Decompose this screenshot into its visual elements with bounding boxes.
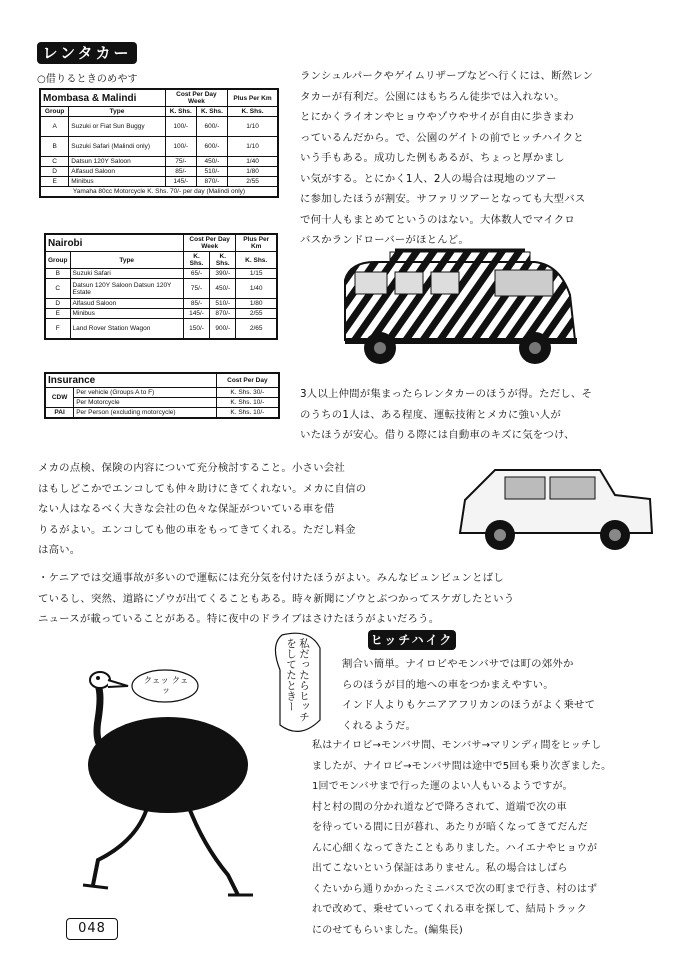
plus-header: Plus Per Km [228,89,278,107]
table-row: E Minibus 145/- 870/- 2/55 [40,177,278,187]
table-title: Nairobi [45,234,183,252]
page-number: 048 [66,918,118,940]
table-row: B Suzuki Safari 65/- 390/- 1/15 [45,269,277,279]
insurance-table [44,372,280,419]
speech-bubble-text: クェッ クェッ [143,676,189,696]
unit-header: K. Shs. [196,107,227,117]
unit-header: K. Shs. [210,252,236,269]
table-row: B Suzuki Safari (Malindi only) 100/- 600/- 1/10 [40,137,278,157]
table-row: CDW Per vehicle (Groups A to F) K. Shs. 30/- [45,388,279,398]
unit-header: K. Shs. [228,107,278,117]
vertical-note-bubble [270,630,330,740]
plus-header: Plus Per Km [236,234,277,252]
hitchhike-intro: 割合い簡単。ナイロビやモンバサでは町の郊外か らのほうが目的地への車をつかまえやすい。 インド人よりもケニアアフリカンのほうがよく乗せて くれるようだ。 [342,658,596,732]
section-title-badge: レンタカー [37,42,137,64]
group-header: Group [45,252,70,269]
table-row: Per Motorcycle K. Shs. 10/- [45,398,279,408]
table-row: PAI Per Person (excluding motorcycle) K. Shs. 10/- [45,408,279,419]
table-row: A Suzuki or Fiat Sun Buggy 100/- 600/- 1/10 [40,117,278,137]
mombasa-rate-table [39,88,279,198]
table-row: F Land Rover Station Wagon 150/- 900/- 2/65 [45,319,277,339]
table-row: C Datsun 120Y Saloon Datsun 120Y Estate 75/- 450/- 1/40 [45,279,277,299]
hitchhike-title-badge: ヒッチハイク [368,630,456,650]
body-text-full: メカの点検、保険の内容について充分検討すること。小さい会社 はもしどこかでエンコしても仲々助けにきてくれない。メカに自信の ない人はなるべく大きな会社の色々な保証がついている車を借 りるがよい。エンコしても他の車をもってきてくれる。ただし料金 は高い。 [38,462,367,556]
type-header: Type [69,107,165,117]
table-title: Insurance [45,373,216,388]
type-header: Type [70,252,183,269]
unit-header: K. Shs. [183,252,209,269]
unit-header: K. Shs. [165,107,196,117]
table-row: D Alfasud Saloon 85/- 510/- 1/80 [40,167,278,177]
table-title: Mombasa & Malindi [40,89,165,107]
cost-header: Cost Per Day Week [165,89,227,107]
table-row: E Minibus 145/- 870/- 2/55 [45,309,277,319]
section-subtitle: ○借りるときのめやす [37,74,138,85]
hitchhike-story: 私はナイロビ→モンバサ間、モンバサ→マリンディ間をヒッチし ましたが、ナイロビ→モンバサ間は途中で5回も乗り次ぎました。 1回でモンバサまで行った運のよい人もいるようですが。 村と村の間の分かれ道などで降ろされて、道端で次の車 を待っている間に日が暮れ、あたりが暗くなってきてだんだ んに心細くなってきたこともありました。ハイエナやヒョウが 出てこないという保証はありません。私の場合はしばら くたいから通りかかったミニバスで次の町まで行き、村のはず れで改めて、乗せていってくれる車を探して、結局トラック にのせてもらいました。(編集長) [312,740,612,936]
body-text-kenya-warning: ・ケニアでは交通事故が多いので運転には充分気を付けたほうがよい。みんなビュンビュンとばし ているし、突然、道路にゾウが出てくることもある。時々新聞にゾウとぶつかってスケガしたという ニュースが載っていることがある。特に夜中のドライブはさけたほうがよいだろう。 [38,572,515,625]
zebra-minibus-illustration [335,240,600,375]
nairobi-rate-table [44,233,278,340]
unit-header: K. Shs. [236,252,277,269]
body-text-column-middle: 3人以上仲間が集まったらレンタカーのほうが得。ただし、そ のうちの1人は、ある程度、運転技術とメカに強い人が いたほうが安心。借りる際には自動車のキズに気をつけ、 [300,388,593,441]
cost-header: Cost Per Day Week [183,234,236,252]
land-rover-illustration [450,455,660,555]
table-footnote: Yamaha 80cc Motorcycle K. Shs. 70/- per day (Malindi only) [40,187,278,198]
table-row: D Alfasud Saloon 85/- 510/- 1/80 [45,299,277,309]
group-header: Group [40,107,69,117]
vertical-note: 私だったらヒッチをしてたときー [285,638,310,722]
body-text-column-top: ランシュルパークやゲイムリザーブなどへ行くには、断然レン タカーが有利だ。公園にはもちろん徒歩では入れない。 とにかくライオンやヒョウやゾウやサイが自由に歩きまわ っているんだから。で、公園のゲイトの前でヒッチハイクと いう手もある。成功した例もあるが、ちょっと厚かまし い気がする。とにかく1人、2人の場合は現地のツアー に参加したほうが割安。サファリツアーとなっても大型バス で何十人もまとめてというのはない。大体数人でマイクロ バスかランドローバーがほとんど。 [300,70,594,246]
table-row: C Datsun 120Y Saloon 75/- 450/- 1/40 [40,157,278,167]
cost-header: Cost Per Day [216,373,279,388]
